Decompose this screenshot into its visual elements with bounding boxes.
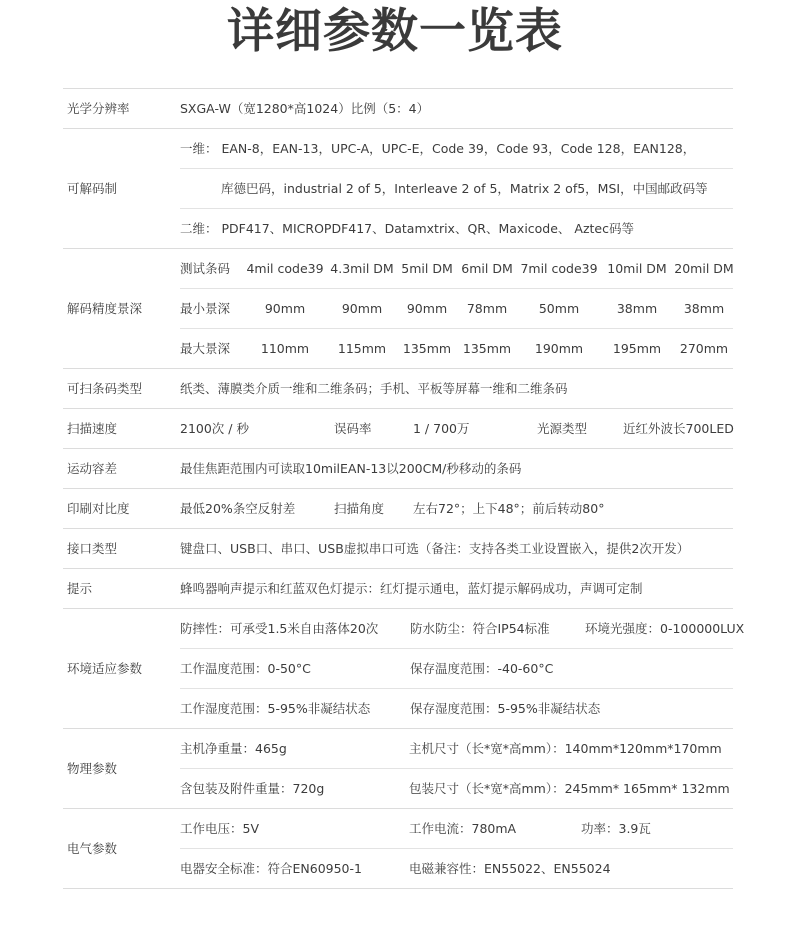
sub-row-divider [180, 688, 733, 689]
row-label-electrical: 电气参数 [67, 841, 118, 856]
precision-header-cell: 10mil DM [607, 261, 667, 276]
precision-max-cell: 110mm [260, 341, 310, 356]
precision-min-cell: 50mm [538, 301, 580, 316]
phys-net-weight: 主机净重量：465g [180, 741, 287, 756]
precision-header-cell: 4mil code39 [246, 261, 324, 276]
row-label-scan-speed: 扫描速度 [67, 421, 118, 436]
phys-package-size: 包装尺寸（长*宽*高mm）：245mm* 165mm* 132mm [409, 781, 730, 796]
env-work-temp: 工作温度范围：0-50°C [180, 661, 311, 676]
precision-header-cell: 测试条码 [180, 261, 231, 276]
sub-row-divider [180, 328, 733, 329]
precision-header-cell: 6mil DM [461, 261, 513, 276]
error-rate-value: 1 / 700万 [413, 421, 470, 436]
light-source-label: 光源类型 [537, 421, 588, 436]
optical-resolution-value: SXGA-W（宽1280*高1024）比例（5：4） [180, 101, 430, 116]
precision-header-cell: 20mil DM [674, 261, 734, 276]
env-light: 环境光强度：0-100000LUX [585, 621, 745, 636]
precision-header-cell: 4.3mil DM [330, 261, 394, 276]
table-bottom-rule [63, 888, 733, 889]
scan-speed-value: 2100次 / 秒 [180, 421, 249, 436]
row-label-interface: 接口类型 [67, 541, 118, 556]
scan-angle-value: 左右72°；上下48°；前后转动80° [413, 501, 605, 516]
precision-max-cell: 135mm [462, 341, 512, 356]
precision-max-cell: 115mm [337, 341, 387, 356]
precision-header-cell: 7mil code39 [520, 261, 598, 276]
sub-row-divider [180, 208, 733, 209]
env-waterproof: 防水防尘：符合IP54标准 [410, 621, 550, 636]
row-divider [63, 408, 733, 409]
row-divider [63, 448, 733, 449]
phys-gross-weight: 含包装及附件重量：720g [180, 781, 325, 796]
elec-safety: 电器安全标准：符合EN60950-1 [180, 861, 362, 876]
row-divider [63, 128, 733, 129]
row-divider [63, 608, 733, 609]
row-label-prompt: 提示 [67, 581, 93, 596]
elec-voltage: 工作电压：5V [180, 821, 260, 836]
row-divider [63, 528, 733, 529]
precision-header-cell: 5mil DM [401, 261, 453, 276]
precision-min-cell: 90mm [341, 301, 383, 316]
precision-min-cell: 90mm [406, 301, 448, 316]
env-storage-temp: 保存温度范围：-40-60°C [410, 661, 554, 676]
elec-current: 工作电流：780mA [409, 821, 517, 836]
light-source-value: 近红外波长700LED [623, 421, 734, 436]
row-label-physical: 物理参数 [67, 761, 118, 776]
precision-max-cell: 195mm [612, 341, 662, 356]
precision-min-cell: 90mm [264, 301, 306, 316]
print-contrast-value: 最低20%条空反射差 [180, 501, 296, 516]
sub-row-divider [180, 648, 733, 649]
precision-min-cell: 38mm [616, 301, 658, 316]
row-divider [63, 248, 733, 249]
precision-max-cell: 270mm [679, 341, 729, 356]
row-divider [63, 808, 733, 809]
sub-row-divider [180, 848, 733, 849]
row-label-print-contrast: 印刷对比度 [67, 501, 130, 516]
precision-min-cell: 78mm [466, 301, 508, 316]
row-label-environment: 环境适应参数 [67, 661, 143, 676]
elec-power: 功率：3.9瓦 [581, 821, 651, 836]
row-label-motion-tolerance: 运动容差 [67, 461, 118, 476]
precision-max-cell: 最大景深 [180, 341, 231, 356]
phys-size: 主机尺寸（长*宽*高mm）：140mm*120mm*170mm [409, 741, 722, 756]
row-divider [63, 368, 733, 369]
sub-row-divider [180, 288, 733, 289]
row-label-decode-precision: 解码精度景深 [67, 301, 143, 316]
decodable-1d-line: 一维： EAN-8，EAN-13，UPC-A，UPC-E，Code 39，Code 93，Code 128，EAN128， [180, 141, 696, 156]
precision-min-cell: 38mm [683, 301, 725, 316]
sub-row-divider [180, 768, 733, 769]
row-label-optical-resolution: 光学分辨率 [67, 101, 130, 116]
sub-row-divider [180, 168, 733, 169]
env-drop: 防摔性：可承受1.5米自由落体20次 [180, 621, 379, 636]
env-work-humidity: 工作湿度范围：5-95%非凝结状态 [180, 701, 371, 716]
precision-min-cell: 最小景深 [180, 301, 231, 316]
row-label-scannable-types: 可扫条码类型 [67, 381, 143, 396]
row-divider [63, 568, 733, 569]
prompt-value: 蜂鸣器响声提示和红蓝双色灯提示：红灯提示通电，蓝灯提示解码成功，声调可定制 [180, 581, 643, 596]
row-label-decodable-codes: 可解码制 [67, 181, 118, 196]
interface-value: 键盘口、USB口、串口、USB虚拟串口可选（备注：支持各类工业设置嵌入，提供2次开发） [180, 541, 690, 556]
env-storage-humidity: 保存湿度范围：5-95%非凝结状态 [410, 701, 601, 716]
precision-max-cell: 190mm [534, 341, 584, 356]
page-title: 详细参数一览表 [227, 4, 563, 59]
error-rate-label: 误码率 [334, 421, 372, 436]
scannable-types-value: 纸类、薄膜类介质一维和二维条码；手机、平板等屏幕一维和二维条码 [180, 381, 568, 396]
decodable-2d-line: 二维： PDF417、MICROPDF417、Datamxtrix、QR、Maxicode、 Aztec码等 [180, 221, 634, 236]
precision-max-cell: 135mm [402, 341, 452, 356]
motion-tolerance-value: 最佳焦距范围内可读取10milEAN-13以200CM/秒移动的条码 [180, 461, 522, 476]
row-divider [63, 728, 733, 729]
row-divider [63, 488, 733, 489]
elec-emc: 电磁兼容性：EN55022、EN55024 [409, 861, 611, 876]
table-top-rule [63, 88, 733, 89]
decodable-1d-line-cont: 库德巴码，industrial 2 of 5，Interleave 2 of 5，Matrix 2 of5，MSI，中国邮政码等 [221, 181, 708, 196]
scan-angle-label: 扫描角度 [334, 501, 385, 516]
